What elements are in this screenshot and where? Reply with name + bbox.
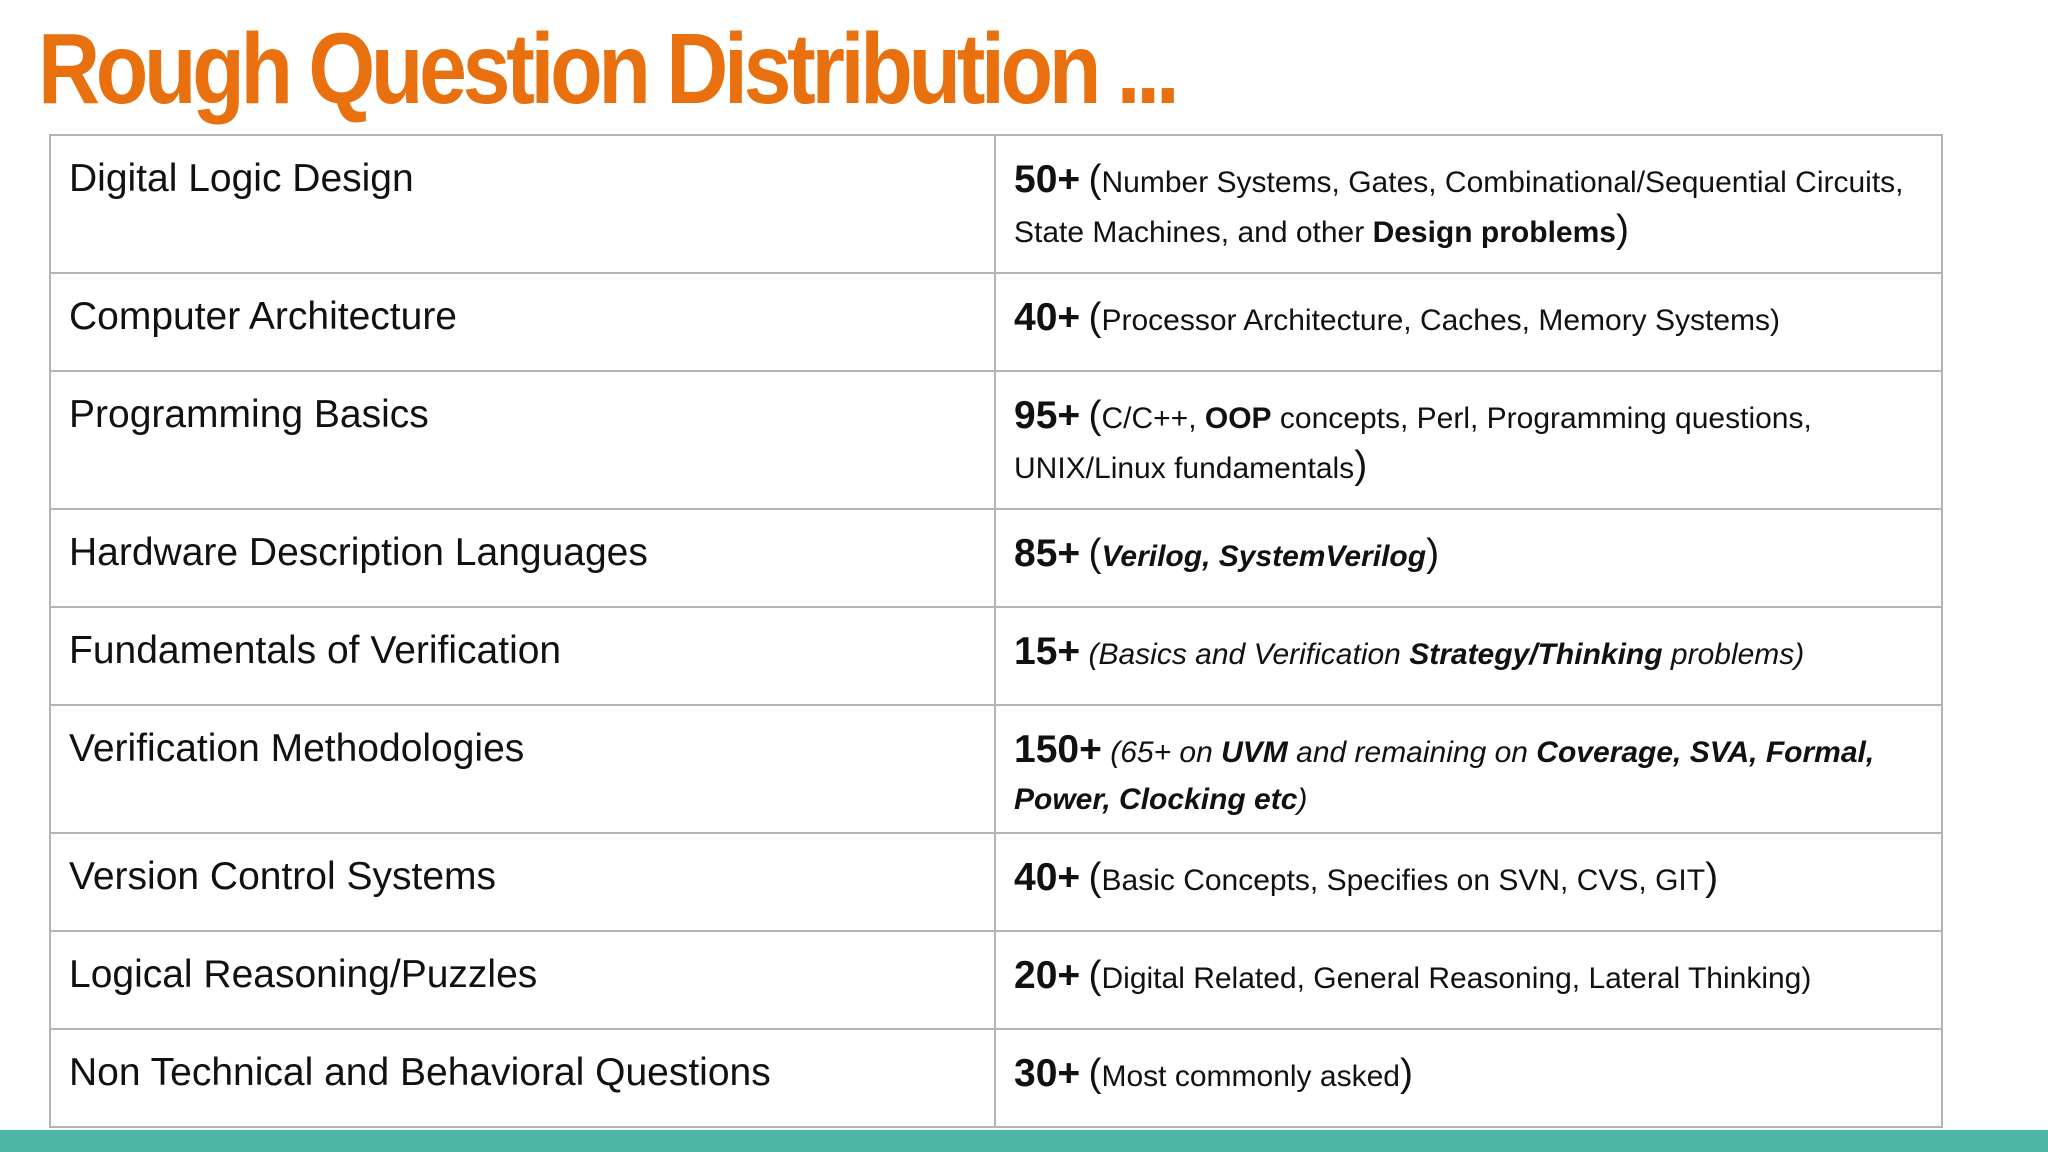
question-detail-cell bbox=[995, 509, 1942, 607]
question-count: 40+ bbox=[1014, 296, 1081, 339]
distribution-table-container bbox=[49, 134, 1941, 1128]
question-count: 50+ bbox=[1014, 158, 1081, 201]
slide-title: Rough Question Distribution ... bbox=[38, 13, 1176, 125]
detail-text: UVM bbox=[1221, 736, 1288, 769]
table-row bbox=[50, 833, 1942, 931]
detail-text: Number Systems, Gates, Combinational/Sequential Circuits, State Machines, and other bbox=[1014, 166, 1904, 249]
close-paren: ) bbox=[1399, 1052, 1413, 1095]
question-detail-cell bbox=[995, 607, 1942, 705]
detail-text: Strategy/Thinking bbox=[1409, 638, 1663, 671]
topic-cell: Verification Methodologies bbox=[50, 705, 995, 833]
topic-cell: Computer Architecture bbox=[50, 273, 995, 371]
detail-text: (65+ on bbox=[1110, 736, 1222, 769]
detail-text: C/C++, bbox=[1101, 402, 1205, 435]
close-paren: ) bbox=[1426, 532, 1440, 575]
detail-text: Most commonly asked bbox=[1101, 1060, 1400, 1093]
question-detail-cell bbox=[995, 705, 1942, 833]
question-count: 30+ bbox=[1014, 1052, 1081, 1095]
topic-cell: Programming Basics bbox=[50, 371, 995, 509]
topic-cell: Logical Reasoning/Puzzles bbox=[50, 931, 995, 1029]
open-paren: ( bbox=[1088, 856, 1102, 899]
question-count: 20+ bbox=[1014, 954, 1081, 997]
detail-text: (Basics and Verification bbox=[1088, 638, 1410, 671]
question-detail-cell bbox=[995, 135, 1942, 273]
detail-text: Processor Architecture, Caches, Memory Systems) bbox=[1101, 304, 1781, 337]
question-detail-cell bbox=[995, 273, 1942, 371]
topic-cell: Version Control Systems bbox=[50, 833, 995, 931]
detail-text: problems) bbox=[1662, 638, 1805, 671]
question-detail-cell bbox=[995, 371, 1942, 509]
question-count: 40+ bbox=[1014, 856, 1081, 899]
question-distribution-table bbox=[49, 134, 1943, 1128]
open-paren: ( bbox=[1088, 1052, 1102, 1095]
open-paren: ( bbox=[1088, 394, 1102, 437]
table-row bbox=[50, 371, 1942, 509]
question-count: 150+ bbox=[1014, 728, 1102, 771]
open-paren: ( bbox=[1088, 296, 1102, 339]
question-count: 95+ bbox=[1014, 394, 1081, 437]
question-detail-cell bbox=[995, 833, 1942, 931]
question-count: 85+ bbox=[1014, 532, 1081, 575]
table-body bbox=[50, 135, 1942, 1127]
question-detail-cell bbox=[995, 931, 1942, 1029]
detail-text: Design problems bbox=[1372, 216, 1616, 249]
close-paren: ) bbox=[1354, 444, 1368, 487]
detail-text: and remaining on bbox=[1287, 736, 1537, 769]
detail-text: ) bbox=[1297, 783, 1308, 816]
close-paren: ) bbox=[1615, 208, 1629, 251]
question-count: 15+ bbox=[1014, 630, 1081, 673]
detail-text: concepts, Perl, Programming questions, UNIX/Linux fundamentals bbox=[1014, 402, 1812, 485]
detail-text: OOP bbox=[1204, 402, 1272, 435]
topic-cell: Fundamentals of Verification bbox=[50, 607, 995, 705]
detail-text: Digital Related, General Reasoning, Lateral Thinking) bbox=[1101, 962, 1812, 995]
question-detail-cell bbox=[995, 1029, 1942, 1127]
topic-cell: Non Technical and Behavioral Questions bbox=[50, 1029, 995, 1127]
table-row bbox=[50, 705, 1942, 833]
close-paren: ) bbox=[1705, 856, 1719, 899]
open-paren: ( bbox=[1088, 532, 1102, 575]
detail-text: Coverage, SVA, Formal, Power, Clocking etc bbox=[1014, 736, 1875, 816]
table-row bbox=[50, 135, 1942, 273]
topic-cell: Hardware Description Languages bbox=[50, 509, 995, 607]
open-paren: ( bbox=[1088, 954, 1102, 997]
table-row bbox=[50, 607, 1942, 705]
detail-text: Verilog, SystemVerilog bbox=[1101, 540, 1427, 573]
table-row bbox=[50, 273, 1942, 371]
open-paren: ( bbox=[1088, 158, 1102, 201]
bottom-accent-bar bbox=[0, 1130, 2048, 1152]
topic-cell: Digital Logic Design bbox=[50, 135, 995, 273]
table-row bbox=[50, 509, 1942, 607]
table-row bbox=[50, 931, 1942, 1029]
table-row bbox=[50, 1029, 1942, 1127]
detail-text: Basic Concepts, Specifies on SVN, CVS, GIT bbox=[1101, 864, 1706, 897]
